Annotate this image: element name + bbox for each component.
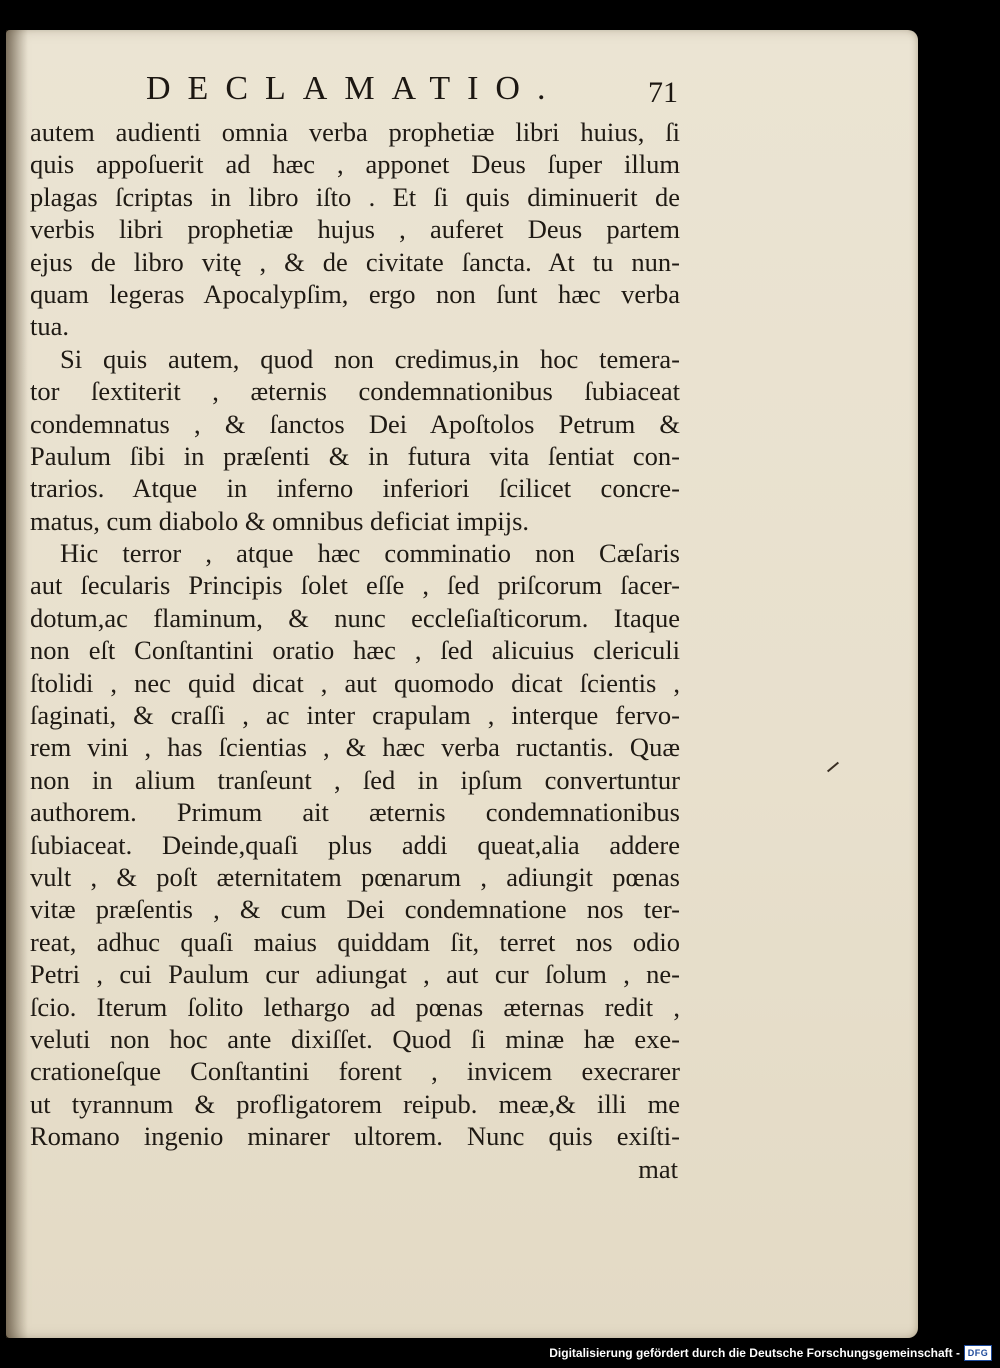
text-line: ſubiaceat. Deinde,quaſi plus addi queat,alia addere — [30, 829, 680, 860]
text-line: vitæ præſentis , & cum Dei condemnatione nos ter- — [30, 894, 680, 925]
text-line: Hic terror , atque hæc comminatio non Cæſaris — [60, 538, 680, 569]
running-title: DECLAMATIO. — [146, 70, 563, 107]
text-line: trarios. Atque in inferno inferiori ſcilicet concre- — [30, 473, 680, 504]
text-line: rem vini , has ſcientias , & hæc verba ructantis. Quæ — [30, 732, 680, 763]
text-line: ſcio. Iterum ſolito lethargo ad pœnas æternas redit , — [30, 991, 680, 1022]
page-header — [0, 70, 1000, 120]
text-line: authorem. Primum ait æternis condemnationibus — [30, 797, 680, 828]
text-line: reat, adhuc quaſi maius quiddam ſit, terret nos odio — [30, 926, 680, 957]
text-line: plagas ſcriptas in libro iſto . Et ſi quis diminuerit de — [30, 181, 680, 212]
text-line: non eſt Conſtantini oratio hæc , ſed alicuius clericuli — [30, 635, 680, 666]
digitization-footer — [549, 1340, 992, 1366]
text-line: dotum,ac flaminum, & nunc eccleſiaſticorum. Itaque — [30, 602, 680, 633]
text-line: ſaginati, & craſſi , ac inter crapulam , interque fervo- — [30, 700, 680, 731]
text-line: Paulum ſibi in præſenti & in futura vita ſentiat con- — [30, 440, 680, 471]
page-number: 71 — [648, 76, 678, 109]
text-line: ſtolidi , nec quid dicat , aut quomodo dicat ſcientis , — [30, 667, 680, 698]
text-line: autem audienti omnia verba prophetiæ libri huius, ſi — [30, 117, 680, 147]
catchword: mat — [638, 1153, 678, 1184]
text-line: ut tyrannum & profligatorem reipub. meæ,& illi me — [30, 1088, 680, 1119]
text-line: ejus de libro vitę , & de civitate ſancta. At tu nun- — [30, 246, 680, 277]
text-line: Romano ingenio minarer ultorem. Nunc quis exiſti- — [30, 1121, 680, 1152]
text-line: matus, cum diabolo & omnibus deficiat impijs. — [30, 505, 530, 536]
text-line: Si quis autem, quod non credimus,in hoc temera- — [60, 343, 680, 374]
text-line: crationeſque Conſtantini forent , invicem execrarer — [30, 1056, 680, 1087]
text-line: veluti non hoc ante dixiſſet. Quod ſi minæ hæ exe- — [30, 1023, 680, 1054]
text-line: verbis libri prophetiæ hujus , auferet Deus partem — [30, 214, 680, 245]
text-line: vult , & poſt æternitatem pœnarum , adiungit pœnas — [30, 861, 680, 892]
text-line: non in alium tranſeunt , ſed in ipſum convertuntur — [30, 764, 680, 795]
text-line: tua. — [30, 311, 69, 342]
text-line: aut ſecularis Principis ſolet eſſe , ſed priſcorum ſacer- — [30, 570, 680, 601]
text-block — [30, 116, 680, 1185]
text-line: Petri , cui Paulum cur adiungat , aut cur ſolum , ne- — [30, 959, 680, 990]
text-line: quis appoſuerit ad hæc , apponet Deus ſuper illum — [30, 149, 680, 180]
dfg-logo-icon: DFG — [964, 1345, 992, 1361]
text-line: tor ſextiterit , æternis condemnationibus ſubiaceat — [30, 376, 680, 407]
text-line: quam legeras Apocalypſim, ergo non ſunt hæc verba — [30, 278, 680, 309]
footer-credit: Digitalisierung gefördert durch die Deutsche Forschungsgemeinschaft - — [549, 1346, 960, 1360]
page-gutter-shadow — [6, 30, 28, 1338]
text-line: condemnatus , & ſanctos Dei Apoſtolos Petrum & — [30, 408, 680, 439]
